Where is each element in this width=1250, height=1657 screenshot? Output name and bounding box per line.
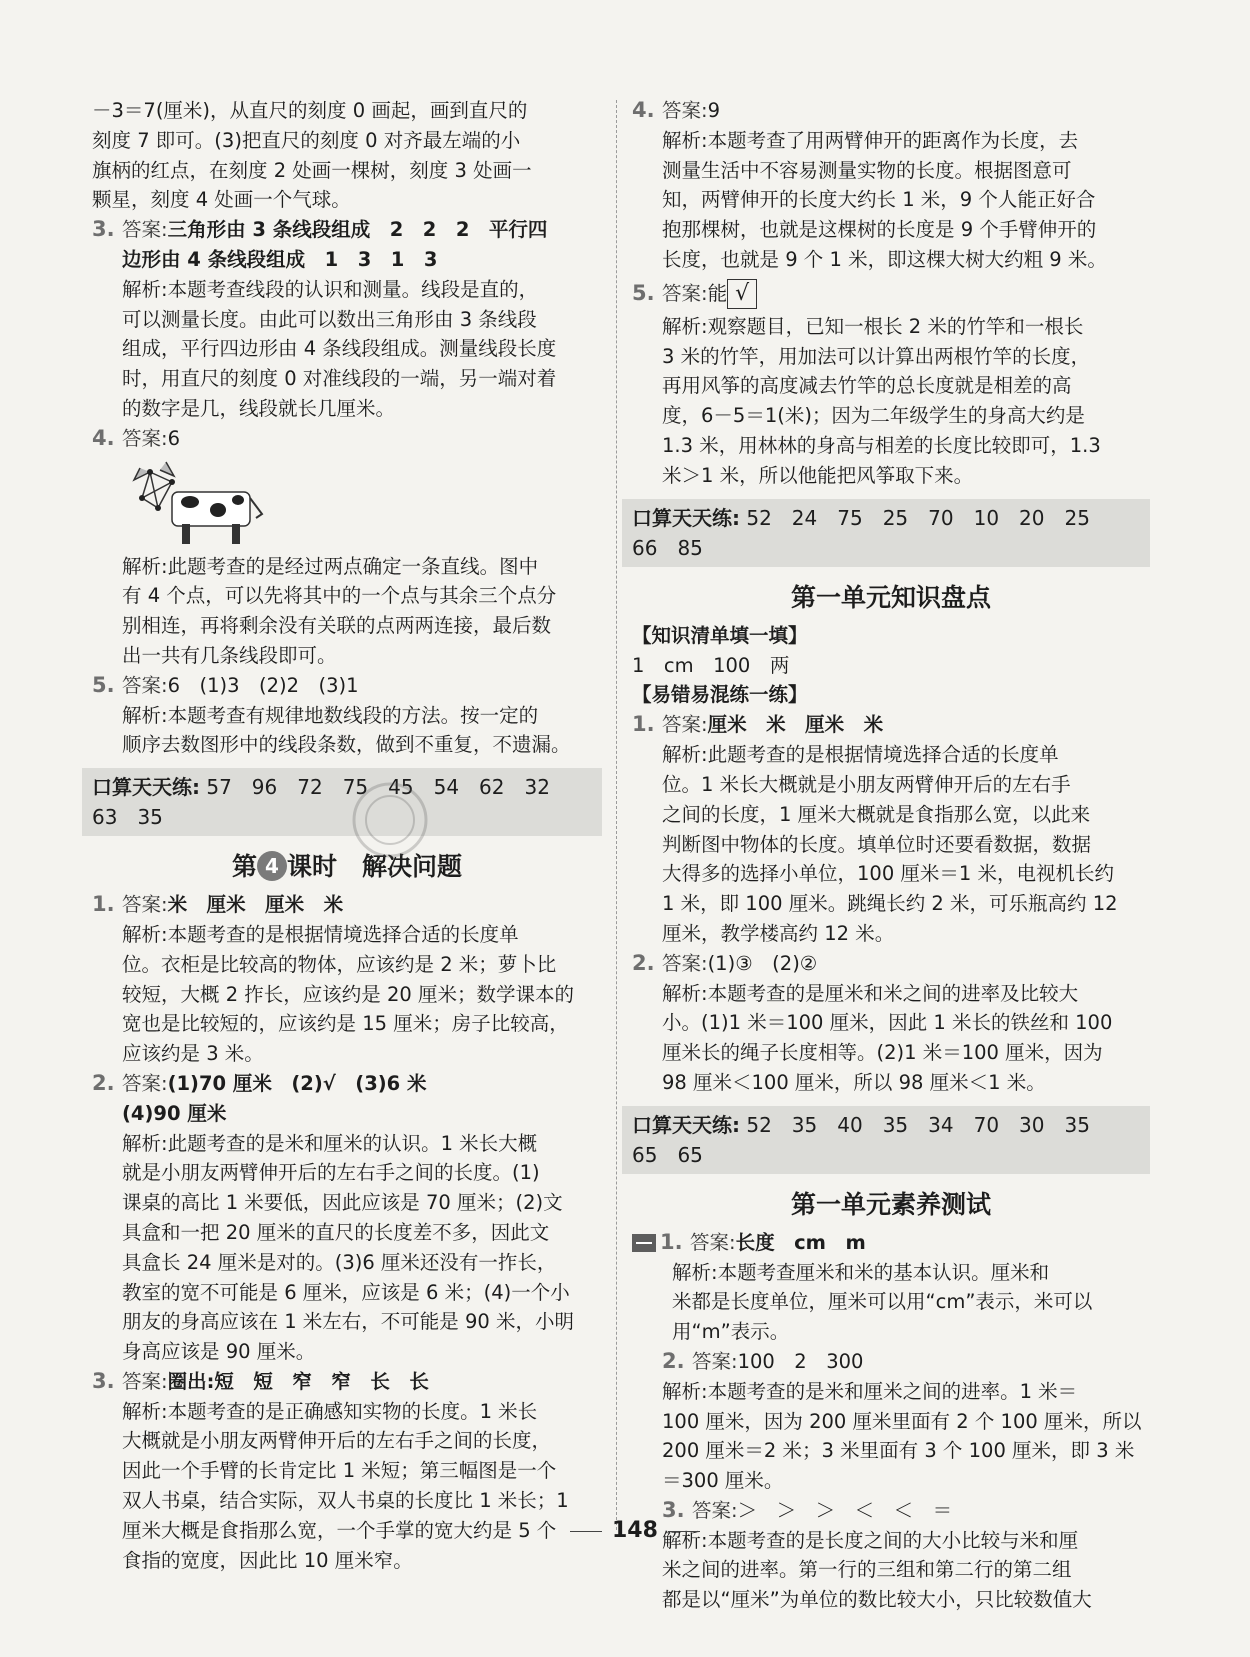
analysis-line: 100 厘米，因为 200 厘米里面有 2 个 100 厘米，所以: [662, 1409, 1142, 1433]
analysis-line: 具盒和一把 20 厘米的直尺的长度差不多，因此文: [122, 1220, 550, 1244]
answer-text: 圈出:短 短 窄 窄 长 长: [167, 1369, 429, 1393]
analysis-line: 用“m”表示。: [672, 1320, 790, 1344]
mental-math-answers: 66 85: [632, 535, 703, 560]
test-question-1: [632, 1228, 1150, 1347]
analysis-line: 具盒长 24 厘米是对的。(3)6 厘米还没有一拃长，: [122, 1250, 557, 1274]
mental-math-box: [82, 768, 602, 836]
question-number: 5.: [632, 280, 655, 305]
analysis-line: 1 米，即 100 厘米。跳绳长约 2 米，可乐瓶高约 12: [662, 892, 1118, 916]
analysis-line: 判断图中物体的长度。填单位时还要看数据，数据: [662, 832, 1092, 856]
analysis-line: 厘米长的绳子长度相等。(2)1 米＝100 厘米，因为: [662, 1041, 1103, 1065]
answer-label: 答案:: [662, 951, 708, 975]
mental-math-answers: 52 35 40 35 34 70 30 35: [746, 1112, 1090, 1137]
analysis-line: 出一共有几条线段即可。: [122, 643, 337, 667]
fill-in-title: 【知识清单填一填】: [632, 623, 808, 647]
answer-text: 6 (1)3 (2)2 (3)1: [167, 673, 359, 697]
cow-line-segment-figure: [122, 458, 272, 546]
answer-text: (1)③ (2)②: [707, 951, 818, 975]
answer-label: 答案:: [122, 673, 168, 697]
analysis-line: 应该约是 3 米。: [122, 1042, 264, 1066]
analysis-line: 解析:本题考查有规律地数线段的方法。按一定的: [122, 703, 539, 727]
answer-text: (1)70 厘米 (2)√ (3)6 米: [167, 1071, 427, 1095]
question-number: 5.: [92, 672, 115, 697]
check-mark-box: √: [727, 279, 757, 309]
analysis-line: 食指的宽度，因此比 10 厘米窄。: [122, 1548, 413, 1572]
analysis-line: 长度，也就是 9 个 1 米，即这棵大树大约粗 9 米。: [662, 247, 1107, 271]
page-number-text: 148: [612, 1518, 658, 1543]
question-5: [92, 671, 602, 760]
analysis-line: 组成，平行四边形由 4 条线段组成。测量线段长度: [122, 337, 557, 361]
review-question-1: [632, 710, 1150, 948]
question-number: 1.: [632, 712, 655, 737]
analysis-line: 解析:此题考查的是根据情境选择合适的长度单: [662, 743, 1059, 767]
question-number: 2.: [92, 1070, 115, 1095]
analysis-line: 可以测量长度。由此可以数出三角形由 3 条线段: [122, 307, 537, 331]
question-number: 4.: [92, 425, 115, 450]
lesson-number-badge: 4: [257, 851, 287, 881]
analysis-line: 时，用直尺的刻度 0 对准线段的一端，另一端对着: [122, 367, 557, 391]
analysis-line: 大得多的选择小单位，100 厘米＝1 米，电视机长约: [662, 862, 1115, 886]
question-number: 2.: [632, 950, 655, 975]
page-number-dash: [570, 1531, 602, 1532]
analysis-line: 解析:本题考查的是长度之间的大小比较与米和厘: [662, 1528, 1079, 1552]
analysis-line: 3 米的竹竿，用加法可以计算出两根竹竿的长度，: [662, 344, 1091, 368]
analysis-line: 之间的长度，1 厘米大概就是食指那么宽，以此来: [662, 802, 1091, 826]
question-number: 2.: [662, 1348, 685, 1373]
analysis-line: 较短，大概 2 拃长，应该约是 20 厘米；数学课本的: [122, 982, 575, 1006]
answer-text: 厘米 米 厘米 米: [707, 713, 884, 737]
intro-line: －3＝7(厘米)，从直尺的刻度 0 画起，画到直尺的: [92, 99, 528, 122]
question-number: 1.: [92, 892, 115, 917]
fill-in-answer: 1 cm 100 两: [632, 653, 790, 677]
analysis-line: 因此一个手臂的长肯定比 1 米短；第三幅图是一个: [122, 1459, 557, 1483]
question-4: [92, 424, 602, 671]
analysis-line: 小。(1)1 米＝100 厘米，因此 1 米长的铁丝和 100: [662, 1011, 1113, 1035]
analysis-line: 教室的宽不可能是 6 厘米，应该是 6 米；(4)一个小: [122, 1280, 570, 1304]
mental-math-title: 口算天天练:: [92, 775, 200, 800]
analysis-line: 度，6－5＝1(米)；因为二年级学生的身高大约是: [662, 404, 1085, 428]
answer-label: 答案:: [662, 99, 708, 122]
intro-line: 颗星，刻度 4 处画一个气球。: [92, 188, 351, 212]
analysis-line: 米都是长度单位，厘米可以用“cm”表示，米可以: [672, 1290, 1093, 1314]
analysis-line: ＝300 厘米。: [662, 1469, 784, 1493]
answer-label: 答案:: [692, 1349, 738, 1373]
analysis-line: 解析:此题考查的是米和厘米的认识。1 米长大概: [122, 1131, 538, 1155]
analysis-line: 身高应该是 90 厘米。: [122, 1340, 316, 1364]
analysis-line: 大概就是小朋友两臂伸开后的左右手之间的长度，: [122, 1429, 552, 1453]
answer-label: 答案:: [692, 1498, 738, 1522]
lesson-heading: [92, 844, 602, 890]
analysis-line: 厘米，教学楼高约 12 米。: [662, 921, 895, 945]
answer-text: 能: [707, 281, 728, 305]
lesson-prefix: 第: [231, 852, 257, 882]
analysis-line: 位。衣柜是比较高的物体，应该约是 2 米；萝卜比: [122, 952, 557, 976]
mental-math-title: 口算天天练:: [632, 1112, 740, 1137]
lesson-question-2: [92, 1069, 602, 1367]
analysis-line: 98 厘米＜100 厘米，所以 98 厘米＜1 米。: [662, 1070, 1046, 1094]
answer-text: 100 2 300: [737, 1349, 864, 1373]
answer-label: 答案:: [662, 281, 708, 305]
mental-math-answers: 52 24 75 25 70 10 20 25: [746, 505, 1090, 530]
question-number: 1.: [660, 1229, 683, 1254]
mental-math-answers: 57 96 72 75 45 54 62 32: [206, 775, 550, 800]
review-question-2: [632, 949, 1150, 1098]
analysis-line: 200 厘米＝2 米；3 米里面有 3 个 100 厘米，即 3 米: [662, 1439, 1135, 1463]
analysis-line: 厘米大概是食指那么宽，一个手掌的宽大约是 5 个: [122, 1518, 557, 1542]
question-4-right: [632, 96, 1150, 275]
answer-label: 答案:: [122, 218, 168, 242]
mistake-practice-title: 【易错易混练一练】: [632, 683, 808, 707]
page-number-dash: [668, 1531, 700, 1532]
question-number: 3.: [92, 1368, 115, 1393]
mental-math-title: 口算天天练:: [632, 505, 740, 530]
mental-math-answers: 65 65: [632, 1142, 703, 1167]
analysis-line: 有 4 个点，可以先将其中的一个点与其余三个点分: [122, 584, 557, 608]
analysis-line: 测量生活中不容易测量实物的长度。根据图意可: [662, 158, 1072, 182]
analysis-line: 知，两臂伸开的长度大约长 1 米，9 个人能正好合: [662, 188, 1096, 212]
mental-math-box: [622, 1106, 1150, 1174]
answer-text: 9: [707, 99, 720, 122]
mental-math-answers: 63 35: [92, 805, 163, 830]
analysis-line: 解析:此题考查的是经过两点确定一条直线。图中: [122, 554, 539, 578]
section-one-icon: [632, 1234, 656, 1252]
analysis-line: 解析:本题考查的是正确感知实物的长度。1 米长: [122, 1399, 538, 1423]
lesson-title: 课时 解决问题: [287, 852, 463, 882]
analysis-line: 别相连，再将剩余没有关联的点两两连接，最后数: [122, 614, 552, 638]
question-number: 3.: [92, 217, 115, 242]
question-number: 3.: [662, 1497, 685, 1522]
answer-label: 答案:: [122, 1369, 168, 1393]
analysis-line: 就是小朋友两臂伸开后的左右手之间的长度。(1): [122, 1161, 540, 1185]
answer-text: 长度 cm m: [735, 1230, 866, 1254]
analysis-line: 课桌的高比 1 米要低，因此应该是 70 厘米；(2)文: [122, 1191, 563, 1215]
analysis-line: 解析:观察题目，已知一根长 2 米的竹竿和一根长: [662, 314, 1084, 338]
analysis-line: 解析:本题考查的是根据情境选择合适的长度单: [122, 922, 519, 946]
analysis-line: 双人书桌，结合实际，双人书桌的长度比 1 米长；1: [122, 1489, 569, 1513]
analysis-line: 解析:本题考查了用两臂伸开的距离作为长度，去: [662, 128, 1079, 152]
answer-text: 6: [167, 426, 180, 450]
column-divider: [616, 100, 617, 1530]
answer-text: 三角形由 3 条线段组成 2 2 2 平行四: [167, 218, 548, 242]
answer-label: 答案:: [690, 1230, 736, 1254]
answer-text: 边形由 4 条线段组成 1 3 1 3: [122, 247, 438, 271]
question-5-right: [632, 275, 1150, 491]
analysis-line: 解析:本题考查的是米和厘米之间的进率。1 米＝: [662, 1379, 1078, 1403]
analysis-line: 米之间的进率。第一行的三组和第二行的第二组: [662, 1558, 1072, 1582]
analysis-line: 再用风筝的高度减去竹竿的总长度就是相差的高: [662, 374, 1072, 398]
analysis-line: 米＞1 米，所以他能把风筝取下来。: [662, 463, 974, 487]
answer-label: 答案:: [122, 426, 168, 450]
analysis-line: 抱那棵树，也就是这棵树的长度是 9 个手臂伸开的: [662, 218, 1097, 242]
review-heading: 第一单元知识盘点: [790, 582, 991, 612]
analysis-line: 顺序去数图形中的线段条数，做到不重复，不遗漏。: [122, 733, 571, 757]
analysis-line: 都是以“厘米”为单位的数比较大小，只比较数值大: [662, 1588, 1092, 1612]
right-column: [632, 96, 1150, 1615]
analysis-line: 朋友的身高应该在 1 米左右，不可能是 90 米，小明: [122, 1310, 575, 1334]
lesson-question-3: [92, 1367, 602, 1576]
question-number: 4.: [632, 98, 655, 122]
answer-label: 答案:: [122, 893, 168, 917]
page-number: [560, 1518, 710, 1543]
analysis-line: 宽也是比较短的，应该约是 15 厘米；房子比较高，: [122, 1012, 569, 1036]
analysis-line: 解析:本题考查厘米和米的基本认识。厘米和: [672, 1260, 1050, 1284]
analysis-line: 解析:本题考查线段的认识和测量。线段是直的，: [122, 277, 539, 301]
answer-text: 米 厘米 厘米 米: [167, 893, 344, 917]
analysis-line: 的数字是几，线段就长几厘米。: [122, 396, 396, 420]
left-column: [92, 96, 602, 1575]
test-question-2: [632, 1347, 1150, 1496]
lesson-question-1: [92, 890, 602, 1069]
analysis-line: 1.3 米，用林林的身高与相差的长度比较即可，1.3: [662, 433, 1101, 457]
analysis-line: 位。1 米长大概就是小朋友两臂伸开后的左右手: [662, 772, 1071, 796]
answer-text: ＞ ＞ ＞ ＜ ＜ ＝: [737, 1498, 953, 1522]
question-3: [92, 215, 602, 424]
intro-line: 旗柄的红点，在刻度 2 处画一棵树，刻度 3 处画一: [92, 158, 532, 182]
mental-math-box: [622, 499, 1150, 567]
answer-text: (4)90 厘米: [122, 1101, 227, 1125]
answer-label: 答案:: [122, 1071, 168, 1095]
test-heading: 第一单元素养测试: [790, 1189, 991, 1219]
answer-label: 答案:: [662, 713, 708, 737]
analysis-line: 解析:本题考查的是厘米和米之间的进率及比较大: [662, 981, 1079, 1005]
test-question-3: [632, 1496, 1150, 1615]
intro-line: 刻度 7 即可。(3)把直尺的刻度 0 对齐最左端的小: [92, 128, 521, 152]
